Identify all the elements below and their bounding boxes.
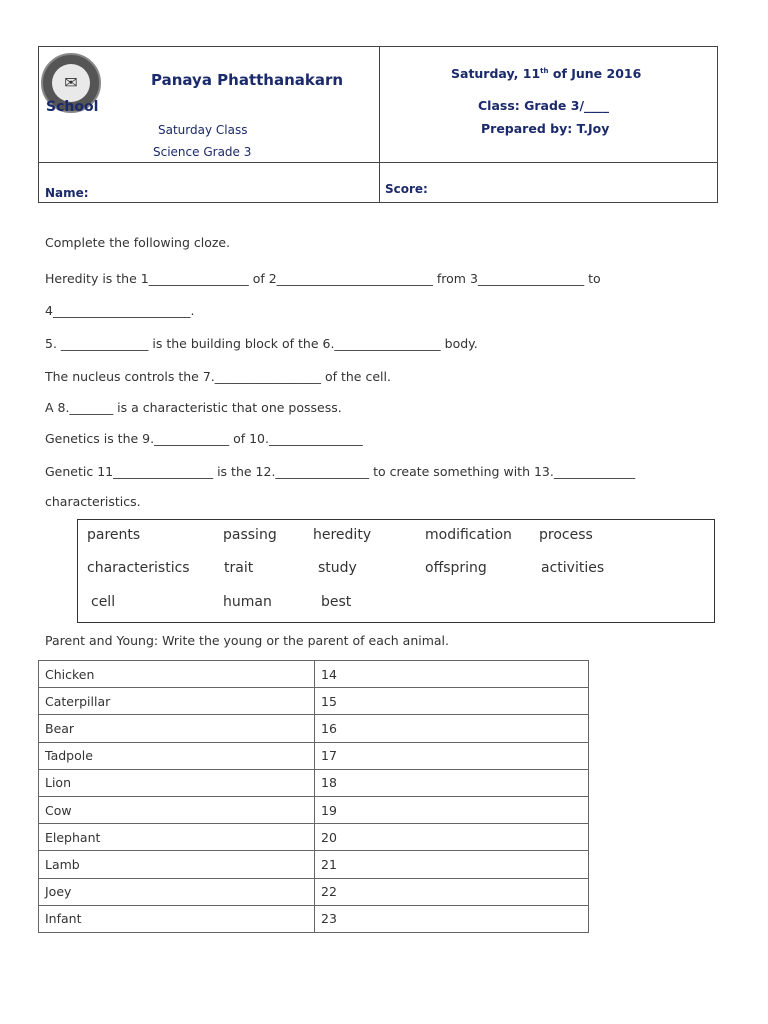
word-bank-item: trait — [224, 560, 254, 576]
table-row — [39, 688, 589, 715]
animal-cell: Caterpillar — [39, 688, 315, 715]
word-bank-item: parents — [87, 527, 141, 543]
animal-cell: Joey — [39, 878, 315, 905]
table-row — [39, 661, 589, 688]
answer-number-cell: 16 — [315, 715, 589, 742]
word-bank-item: study — [318, 560, 357, 576]
logo-emblem-icon: ✉ — [52, 64, 90, 102]
answer-number-cell: 17 — [315, 742, 589, 769]
animal-cell: Chicken — [39, 661, 315, 688]
table-row — [39, 796, 589, 823]
cloze-line: characteristics. — [45, 494, 141, 509]
word-bank-item: passing — [223, 527, 277, 543]
answer-number-cell: 19 — [315, 796, 589, 823]
header-divider-horizontal — [39, 162, 717, 163]
animals-instruction: Parent and Young: Write the young or the parent of each animal. — [45, 633, 449, 648]
cloze-line: The nucleus controls the 7._________________ of the cell. — [45, 369, 391, 384]
cloze-line: 5. ______________ is the building block of the 6._________________ body. — [45, 336, 478, 351]
class-grade: Class: Grade 3/____ — [478, 98, 610, 113]
subject-name: Science Grade 3 — [153, 145, 252, 159]
word-bank-item: heredity — [313, 527, 372, 543]
word-bank-item: best — [321, 594, 352, 610]
word-bank-item: process — [539, 527, 593, 543]
cloze-line: A 8._______ is a characteristic that one possess. — [45, 400, 342, 415]
class-name: Saturday Class — [158, 123, 248, 137]
animal-cell: Elephant — [39, 824, 315, 851]
answer-number-cell: 14 — [315, 661, 589, 688]
animal-table — [38, 660, 589, 933]
answer-number-cell: 20 — [315, 824, 589, 851]
answer-number-cell: 23 — [315, 905, 589, 932]
answer-number-cell: 15 — [315, 688, 589, 715]
score-label: Score: — [385, 182, 428, 196]
animal-cell: Lion — [39, 769, 315, 796]
word-bank-item: modification — [425, 527, 512, 543]
word-bank-item: activities — [541, 560, 605, 576]
cloze-instruction: Complete the following cloze. — [45, 235, 231, 250]
answer-number-cell: 21 — [315, 851, 589, 878]
table-row — [39, 769, 589, 796]
table-row — [39, 742, 589, 769]
word-bank-item: human — [223, 594, 272, 610]
animal-cell: Infant — [39, 905, 315, 932]
word-bank-item: characteristics — [87, 560, 190, 576]
cloze-line: Heredity is the 1________________ of 2_________________________ from 3_________________ to — [45, 271, 601, 286]
worksheet-header — [38, 46, 718, 203]
cloze-line: 4______________________. — [45, 303, 195, 318]
word-bank — [77, 519, 715, 623]
school-word: School — [46, 99, 99, 115]
cloze-line: Genetic 11________________ is the 12._______________ to create something with 13._____________ — [45, 464, 636, 479]
school-name: Panaya Phatthanakarn — [151, 71, 344, 89]
name-label: Name: — [45, 186, 89, 200]
header-divider-vertical — [379, 47, 380, 202]
answer-number-cell: 22 — [315, 878, 589, 905]
cloze-line: Genetics is the 9.____________ of 10._______________ — [45, 431, 363, 446]
animal-cell: Bear — [39, 715, 315, 742]
worksheet-date: Saturday, 11th of June 2016 — [451, 66, 642, 81]
table-row — [39, 824, 589, 851]
animal-cell: Tadpole — [39, 742, 315, 769]
answer-number-cell: 18 — [315, 769, 589, 796]
table-row — [39, 715, 589, 742]
animal-cell: Cow — [39, 796, 315, 823]
prepared-by: Prepared by: T.Joy — [481, 121, 610, 136]
word-bank-item: offspring — [425, 560, 487, 576]
table-row — [39, 905, 589, 932]
table-row — [39, 878, 589, 905]
word-bank-item: cell — [91, 594, 116, 610]
animal-cell: Lamb — [39, 851, 315, 878]
table-row — [39, 851, 589, 878]
